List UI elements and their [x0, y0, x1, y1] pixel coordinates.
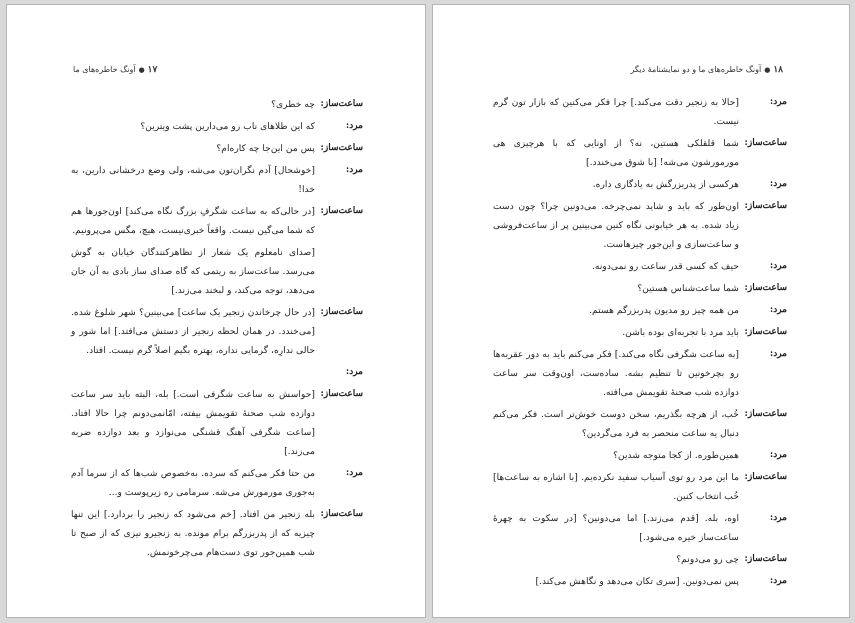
- dialogue-line: [71, 464, 363, 502]
- dialogue-text: اوه، بله. [قدم می‌زند.] اما می‌دونین؟ [در سکوت به چهرهٔ ساعت‌ساز خیره می‌شود.]: [493, 513, 739, 543]
- right-page: [432, 4, 850, 618]
- dialogue-text: من همه چیز رو مدیون پدربزرگم هستم.: [589, 305, 739, 316]
- speaker-label: مرد:: [345, 165, 363, 175]
- dialogue-text: شما ساعت‌شناس هستین؟: [637, 283, 739, 294]
- speaker-label: ساعت‌ساز:: [320, 99, 363, 109]
- dialogue-line: [71, 363, 363, 382]
- dialogue-text: ما این مرد رو توی آسیاب سفید نکرده‌یم. [با اشاره به ساعت‌ها] خُب انتخاب کنین.: [493, 472, 739, 502]
- dialogue-line: [493, 197, 787, 254]
- speaker-label: ساعت‌ساز:: [744, 327, 787, 337]
- speaker-label: ساعت‌ساز:: [744, 283, 787, 293]
- dialogue-line: [493, 257, 787, 276]
- dialogue-text: من حتا فکر می‌کنم که سرده. به‌خصوص شب‌ها که از سرما آدم به‌جوری مورمورش می‌شه. سرمامی ره زیرپوست و...: [71, 468, 315, 498]
- left-page: [6, 4, 426, 618]
- speaker-label: ساعت‌ساز:: [744, 138, 787, 148]
- dialogue-line: [71, 139, 363, 158]
- dialogue-line: [493, 509, 787, 547]
- dialogue-text: شما قلقلکی هستین، نه؟ از اونایی که با هرچیزی هی مورمورشون می‌شه! [با شوق می‌خندد.]: [493, 138, 739, 168]
- right-page-header: [631, 65, 784, 75]
- dialogue-text: پس من این‌جا چه کاره‌ام؟: [216, 143, 315, 154]
- dialogue-text: [صدای نامعلوم یک شعار از تظاهرکنندگان خیابان به گوش می‌رسد. ساعت‌ساز به ریتمی که گاه صدای ساز بادی به آن جان می‌دهد، توجه می‌کند، و لبخند می‌زند.]: [71, 247, 315, 296]
- speaker-label: مرد:: [769, 97, 787, 107]
- dialogue-line: [71, 95, 363, 114]
- dialogue-line: [493, 323, 787, 342]
- dialogue-text: [حالا به زنجیر دقت می‌کند.] چرا فکر می‌کنین که بازار تون گرم نیست.: [493, 97, 739, 127]
- dialogue-line: [493, 405, 787, 443]
- dialogue-text: اون‌طور که باید و شاید نمی‌چرخه. می‌دونین چرا؟ چون دست زیاد شده. به هر خیابونی نگاه کنین می‌بینین پر از ساعت‌فروشی و ساعت‌سازی و این‌جور چیزهاست.: [493, 201, 739, 250]
- dialogue-text: همین‌طوره. از کجا متوجه شدین؟: [613, 450, 739, 461]
- dialogue-line: [493, 93, 787, 131]
- dialogue-text: بله زنجیر من افتاد. [خم می‌شود که زنجیر را بردارد.] این تنها چیزیه که از پدربزرگم برام مونده. به زنجیرو نیزی که از صبح تا شب همین‌جور توی دست‌هام می‌چرخونمش.: [71, 509, 315, 558]
- left-page-header: [73, 65, 157, 75]
- dialogue-line: [493, 345, 787, 402]
- speaker-label: ساعت‌ساز:: [744, 554, 787, 564]
- speaker-label: ساعت‌ساز:: [320, 509, 363, 519]
- dialogue-line: [493, 468, 787, 506]
- speaker-label: مرد:: [345, 121, 363, 131]
- dialogue-line: [493, 279, 787, 298]
- speaker-label: مرد:: [345, 367, 363, 377]
- speaker-label: ساعت‌ساز:: [320, 389, 363, 399]
- dialogue-line: [71, 385, 363, 461]
- speaker-label: ساعت‌ساز:: [320, 206, 363, 216]
- dialogue-text: باید مرد با تجربه‌ای بوده باشن.: [622, 327, 739, 338]
- dialogue-line: [71, 303, 363, 360]
- dialogue-text: که این طلاهای ناب رو می‌دارین پشت ویترین؟: [140, 121, 315, 132]
- dialogue-text: [در حال چرخاندن زنجیر یک ساعت] می‌بینین؟ شهر شلوغ شده. [می‌خندد. در همان لحظه زنجیر از دستش می‌افتد.] اما شور و حالی ندارِه، گرمایی نداره، بهتره بگیم اصلاً گرم نیست. افتاد.: [71, 307, 315, 356]
- speaker-label: مرد:: [769, 576, 787, 586]
- right-page-body: [493, 93, 787, 594]
- speaker-label: ساعت‌ساز:: [744, 409, 787, 419]
- dialogue-line: [493, 446, 787, 465]
- right-page-number: ۱۸: [773, 65, 783, 75]
- left-page-header-title: آونگ خاطره‌های ما: [73, 65, 136, 74]
- header-dot-icon: ●: [138, 66, 145, 74]
- dialogue-line: [493, 550, 787, 569]
- speaker-label: ساعت‌ساز:: [320, 307, 363, 317]
- left-page-body: [71, 95, 363, 565]
- left-page-number: ۱۷: [147, 65, 158, 75]
- stage-direction: [71, 243, 363, 300]
- dialogue-line: [71, 117, 363, 136]
- dialogue-line: [71, 505, 363, 562]
- dialogue-text: [حواسش به ساعت شگرفی است.] بله، البته باید سر ساعت دوازده شب صحنهٔ تقویمش بیفته، امّانمی‌دونم چرا حالا افتاد. [ساعت شگرفی آهنگ قشنگی می‌نوازد و بعد دوازده ضربه می‌زند.]: [71, 389, 315, 457]
- dialogue-text: خُب، از هرچه بگذریم، سخن دوست خوش‌تر است. فکر می‌کنم دنبال یه ساعت منحصر به فرد می‌گردین؟: [493, 409, 739, 439]
- speaker-label: ساعت‌ساز:: [320, 143, 363, 153]
- speaker-label: مرد:: [769, 261, 787, 271]
- speaker-label: ساعت‌ساز:: [744, 201, 787, 211]
- speaker-label: مرد:: [769, 450, 787, 460]
- right-page-header-title: آونگ خاطره‌های ما و دو نمایشنامهٔ دیگر: [630, 65, 762, 74]
- dialogue-text: [خوشحال] آدم نگران‌تون می‌شه، ولی وضع درخشانی دارین، به خدا!: [71, 165, 315, 195]
- dialogue-line: [493, 175, 787, 194]
- speaker-label: مرد:: [769, 305, 787, 315]
- dialogue-text: حیف که کسی قدر ساعت رو نمی‌دونه.: [592, 261, 739, 272]
- dialogue-text: چه خطری؟: [271, 99, 315, 110]
- dialogue-line: [71, 161, 363, 199]
- dialogue-text: هرکسی از پدربزرگش به یادگاری داره.: [592, 179, 739, 190]
- dialogue-text: چی رو می‌دونم؟: [676, 554, 739, 565]
- dialogue-text: [به ساعت شگرفی نگاه می‌کند.] فکر می‌کنم باید به دور عقربه‌ها رو بچرخونین تا تنظیم بشه. ساده‌ست، اون‌وقت سر ساعت دوازده شب صحنهٔ تقویمش می‌افته.: [493, 349, 739, 398]
- speaker-label: مرد:: [769, 179, 787, 189]
- speaker-label: مرد:: [769, 349, 787, 359]
- dialogue-text: پس نمی‌دونین. [سری تکان می‌دهد و نگاهش می‌کند.]: [535, 576, 739, 587]
- dialogue-line: [493, 134, 787, 172]
- speaker-label: مرد:: [769, 513, 787, 523]
- dialogue-line: [493, 572, 787, 591]
- speaker-label: مرد:: [345, 468, 363, 478]
- speaker-label: ساعت‌ساز:: [744, 472, 787, 482]
- dialogue-line: [493, 301, 787, 320]
- header-dot-icon: ●: [764, 66, 771, 74]
- dialogue-line: [71, 202, 363, 240]
- dialogue-text: [در حالی‌که به ساعت شگرفِ بزرگ نگاه می‌کند] اون‌جورها هم که شما می‌گین نیست. واقعاً خبری‌نیست، هیچ، مگس می‌پرونیم.: [71, 206, 315, 236]
